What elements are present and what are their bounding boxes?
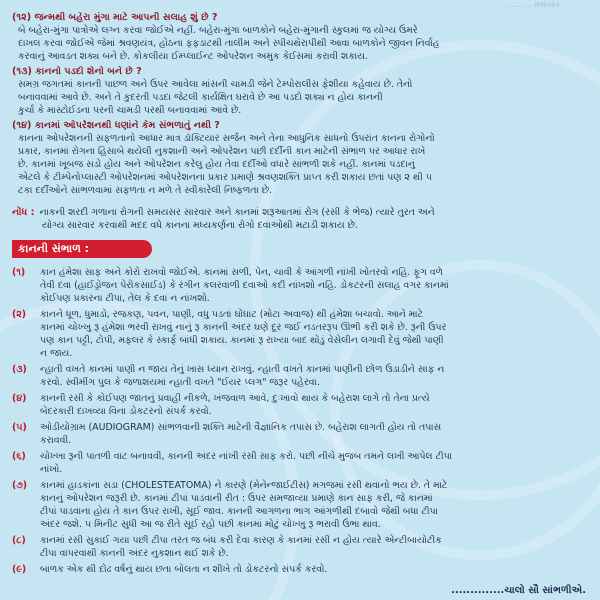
note-line: નાકની શરદી ગળાના રોગની સમયસર સારવાર અને કાનમાં શરૂઆતમાં રોગ (રસી કે ભેજ) ત્યારે તુરત અને: [39, 207, 435, 218]
care-item-text: [40, 266, 590, 305]
note-block: [12, 200, 590, 232]
faq-answer-line: બનાવવામાં આવે છે. અને તે કુદરતી પડદા જેટલી કાર્યક્ષિત ઘરાવે છે આ પડદો શક્ય ન હોય કાનની: [18, 92, 383, 103]
faq-answer-line: બે બહેરા-મુંગા પાત્રોએ લગ્ન કરવા જોઈએ નહીં. બહેરા-મુંગા બાળકોને બહેરા-મુંગાની સ્કુલમાં જ યોગ્ય ઉંમરે: [18, 25, 418, 36]
faq-answer-line: ટકા દર્દીઓને સાંભળવામાં સફળતા ન મળે તે સ્વીકારેલી નિષ્ફળતા છે.: [18, 185, 272, 196]
care-item-line: કાનની રસી કે કોઈપણ જાતનું પ્રવાહી નીકળે, ખંજવાળ આવે, દુઃખાવો થાય કે બહેરાશ લાગે તો તેના પ્રત્યે: [40, 393, 430, 404]
care-item: [12, 450, 590, 476]
care-item: [12, 534, 590, 560]
faq-question: (૧૪) કાનમાં ઓપરેશનથી ધણાંને કેમ સંભળાતું નથી ?: [12, 120, 220, 131]
care-item-line: કાનનું ઓપરેશન જરૂરી છે. કાનમાં ટીપાં પાડવાની રીત : ઉપર સમજાવ્યા પ્રમાણે કાન સાફ કરી, જે કાનમાં: [40, 493, 433, 504]
care-item-text: [40, 534, 590, 560]
care-item: [12, 363, 590, 389]
faq-answer-line: દાખલ કરવા જોઈએ જેમાં શ્રવણયંત્ર, હોઠના ફફડાટથી તાલીમ અને સ્પીચથેરાપીથી આવા બાળકોને જીવન નિર્વાહ: [18, 38, 440, 49]
faq-answer: [12, 78, 590, 117]
care-item-line: અંદર જશે. ૫ મિનીટ સુધી આ જ રીતે સૂઈ રહો પછી કાનમાં મોટું ચોખ્ખુ રૂ ભરાવી ઉભા થાવ.: [40, 519, 381, 530]
faq-question: (૧૨) જન્મથી બહેરા મુંગા માટે આપની સલાહ શું છે ?: [12, 12, 218, 23]
care-item-number: (૮): [12, 535, 26, 546]
care-item-line: બેદરકારી દાખવ્યા વિના ડોકટરનો સંપર્ક કરવો.: [40, 406, 212, 417]
care-item-text: [40, 308, 590, 360]
care-item-text: [40, 479, 590, 531]
footer-tagline: ..............ચાલો સૌ સાંભળીએ.: [451, 585, 586, 596]
note-line: યોગ્ય સારવાર કરવાથી મદદ વધે કાનના મધ્યકર્ણના રોગો દવાઓથી મટાડી શકાય છે.: [42, 220, 358, 231]
care-item-line: પણ કાન પટ્ટી, ટોપી, મફલર કે સ્કાર્ફ બાંધી શકાય. કાનમાં રૂ રાખ્યા બાદ થોડું વેસેલીન લગાવી દેવું જેથી પાણી: [40, 335, 444, 346]
care-item-number: (૫): [12, 422, 27, 433]
care-item-text: [40, 392, 590, 418]
care-item-number: (૯): [12, 564, 27, 575]
care-item-text: [40, 450, 590, 476]
faq-answer: [12, 24, 590, 63]
care-item-line: કરાવવી.: [40, 435, 72, 446]
faq-section: [12, 12, 590, 197]
care-item-line: કાનમાં રસી સુકાઈ ગયા પછી ટીપા તરત જ બંધ કરી દેવા કારણ કે કાનમાં રસી ન હોય ત્યારે એન્ટીબાયોટીક: [40, 535, 442, 546]
care-item-line: કાનમાં ચોખ્ખુ રૂ હંમેશા ભરવી રાખવું નાનું રૂ કાનની અંદર ઘણે દૂર જઈ નડતરરૂપ ઊભી કરી શકે છે. રૂની ઉપર: [40, 322, 447, 333]
faq-answer-line: પ્રકાર, કાનમાં રોગના હિસાબે થયેલી નુકશાની અને ઓપરેશન પછી દર્દીની કાન માટેની સંભાળ પર આધાર રાખે: [18, 146, 426, 157]
care-item: [12, 563, 590, 576]
care-item-number: (૧): [12, 267, 26, 278]
care-item: [12, 392, 590, 418]
care-item-line: નાંખો.: [40, 464, 63, 475]
care-item-line: કાનમાં હાડકાંના સડા (CHOLESTEATOMA) ને કારણે (મેનેન્જાઈટીસ) મગજમાં રસી થવાનો ભય છે. તે માટે: [40, 480, 448, 491]
care-item-text: [40, 563, 590, 576]
care-item-number: (૭): [12, 480, 28, 491]
care-item-number: (૨): [12, 309, 27, 320]
care-item-text: [40, 363, 590, 389]
note-label: નોંધ :: [12, 207, 35, 218]
care-item-line: ટીપા વાપરવાથી કાનની અંદર નુકશાન થઈ શકે છે.: [40, 548, 229, 559]
care-item-line: ટીપાં પાડવાના હોય તે કાન ઉપર રાખી, સૂઈ જાવ. કાનની આગળના ભાગ આંગળીથી દબાવો જેથી બધા ટીપા: [40, 506, 438, 517]
faq-answer-line: એટલે કે ટીમ્પેનોપ્લાસ્ટી ઓપરેશનમાં ઓપરેશનના પ્રકાર પ્રમાણે શ્રવણશક્તિ પ્રાપ્ત કરી શકાય છતાં પણ ૨ થી ૫: [18, 172, 432, 183]
faq-item: [12, 12, 590, 63]
care-item-line: કરવો. સ્વીમીંગ પુલ કે જળાશયમાં ન્હાતી વખતે "ઈયર પ્લગ" જરૂર પહેરવા.: [40, 377, 320, 388]
faq-answer-line: સમગ્ર જગતમાં કાનની પાછળ અને ઉપર આવેલા માંસની ચામડી જેને ટેમ્પોરાલીસ ફેશીયા કહેવાય છે. તેનો: [18, 79, 413, 90]
care-item: [12, 421, 590, 447]
care-item: [12, 266, 590, 305]
care-item-text: [40, 421, 590, 447]
care-item-line: કોઈપણ પ્રકારના ટીપા, તેલ કે દવા ન નાંખશો.: [40, 293, 210, 304]
care-item-number: (૩): [12, 364, 27, 375]
care-item: [12, 308, 590, 360]
faq-answer-line: કાનના ઓપરેશનની સફળતાનો આધાર માત્ર ડૉક્ટિયાર સર્જન અને તેના આધુનિક સાધનો ઉપરાંત કાનના રોગોનો: [18, 133, 435, 144]
faq-answer-line: કરવાનું આવડત શક્ય બને છે. કોકલીયા ઈમ્પ્લાઈન્ટ ઓપરેશન અમુક કેઈસમાં કરાવી શકાય.: [18, 51, 368, 62]
care-item-line: કાન હંમેશા સાફ અને કોરો રાખવો જોઈએ. કાનમાં સળી, પેન, ચાવી કે આંગળી નાંખી ખોતરવો નહિ. ફૂગ વળે: [40, 267, 443, 278]
care-item-number: (૪): [12, 393, 27, 404]
faq-answer: [12, 132, 590, 197]
care-item-line: ચોખ્ખા રૂની પાતળી વાટ બનાવવી, કાનની અંદર નાંખી રસી સાફ કરો. પછી નીચે મુજબ તમને લખી આપેલ ટીપા: [40, 451, 453, 462]
care-item-line: તેવી દવા (હાઈડ્રોજન પેરોકસાઈડ) કે રંગીન કલરવાળી દવાઓ કદી નાંખશો નહિ. ડોકટરની સલાહ વગર કાનમાં: [40, 280, 449, 291]
faq-answer-line: છે. કાનમાં ખૂબજ સડો હોય અને ઓપરેશન કરેલુ હોય તેવા દર્દીઓ વધારે સાંભળી શકે નહીં. કાનમાં પડદાનું: [18, 159, 415, 170]
care-item-number: (૬): [12, 451, 26, 462]
care-item-line: કાનને ધૂળ, ધુમાડો, રજકણ, પવન, પાણી, વધુ પડતાં ઘોંઘાટ (મોટા અવાજ) થી હંમેશા બચાવો. આને માટે: [40, 309, 424, 320]
section-title-ear-care: કાનની સંભાળ :: [12, 240, 152, 258]
ear-care-list: [12, 266, 590, 576]
faq-item: [12, 66, 590, 117]
faq-item: [12, 120, 590, 197]
care-item: [12, 479, 590, 531]
care-item-line: ઓડીયોગ્રામ (AUDIOGRAM) સાંભળવાની શક્તિ માટેની વૈજ્ઞાનિક તપાસ છે. બહેરાશ લાગતી હોય તો તપાસ: [40, 422, 442, 433]
faded-header-text: ... … … સમાચાર: [502, 0, 560, 9]
faq-question: (૧૩) કાનનો પડદો શેનો બને છે ?: [12, 66, 142, 77]
faq-answer-line: કુર્ચા કે માસ્ટોઈડના પરની ચામડી પરથી બનાવવામાં આવે છે.: [18, 105, 242, 116]
care-item-line: બાળક એક થી દોઢ વર્ષનું થાય છતા બોલતા ન શીખે તો ડોકટરનો સંપર્ક કરવો.: [40, 564, 328, 575]
care-item-line: ન્હાતી વખતે કાનમાં પાણી ન જાય તેનું ખાસ ધ્યાન રાખવું. ન્હાતી વખતે કાનમાં પાણીની છોળ ઉડાડીને સાફ ન: [40, 364, 445, 375]
care-item-line: ન જાય.: [40, 348, 73, 359]
